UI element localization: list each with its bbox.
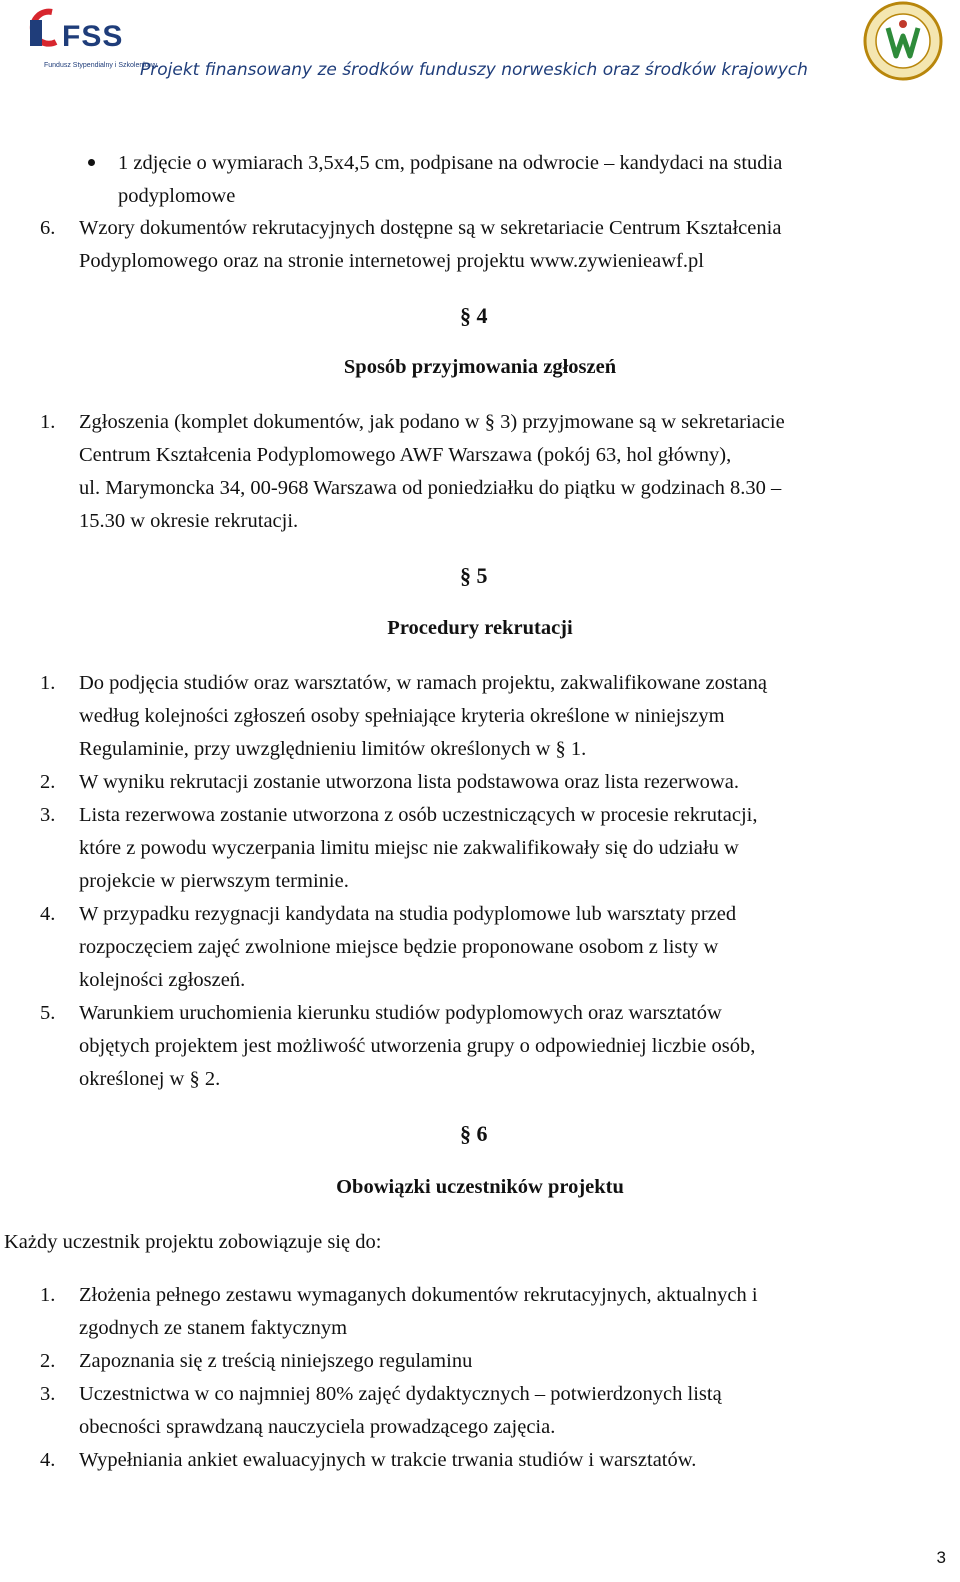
item-text-line2: Podyplomowego oraz na stronie internetowej projektu www.zywienieawf.pl: [79, 250, 704, 272]
item-text-line: zgodnych ze stanem faktycznym: [79, 1317, 348, 1339]
section-title: Obowiązki uczestników projektu: [336, 1176, 624, 1198]
section-sign-symbol: §: [460, 1121, 471, 1146]
item-text-line: Do podjęcia studiów oraz warsztatów, w ramach projektu, zakwalifikowane zostaną: [79, 672, 768, 694]
fss-logo-subtext: Fundusz Stypendialny i Szkoleniowy: [44, 62, 158, 69]
item-number: 2.: [40, 771, 56, 793]
item-text-line: W wyniku rekrutacji zostanie utworzona lista podstawowa oraz lista rezerwowa.: [79, 771, 739, 793]
item-text-line: obecności sprawdzaną nauczyciela prowadzącego zajęcia.: [79, 1416, 556, 1438]
item-text-line: objętych projektem jest możliwość utworzenia grupy o odpowiedniej liczbie osób,: [79, 1035, 756, 1057]
section-number: 5: [476, 563, 488, 588]
item-number: 4.: [40, 903, 56, 925]
page-header: [0, 0, 960, 100]
item-number: 1.: [40, 1284, 56, 1306]
page-number: 3: [936, 1548, 946, 1567]
item-number: 5.: [40, 1002, 56, 1024]
item-text-line: Centrum Kształcenia Podyplomowego AWF Warszawa (pokój 63, hol główny),: [79, 444, 732, 466]
item-text-line1: Wzory dokumentów rekrutacyjnych dostępne są w sekretariacie Centrum Kształcenia: [79, 217, 782, 239]
section-sign: [460, 1121, 488, 1147]
item-text-line: kolejności zgłoszeń.: [79, 969, 246, 991]
section-sign: [460, 563, 488, 589]
item-number: 4.: [40, 1449, 56, 1471]
bullet-text-line2: podyplomowe: [118, 185, 236, 207]
item-text-line: określonej w § 2.: [79, 1068, 221, 1090]
section-sign-symbol: §: [460, 303, 471, 328]
item-text-line: według kolejności zgłoszeń osoby spełniające kryteria określone w niniejszym: [79, 705, 725, 727]
awf-logo: [862, 0, 944, 82]
header-caption: Projekt finansowany ze środków funduszy norweskich oraz środków krajowych: [140, 60, 808, 80]
item-text-line: rozpoczęciem zajęć zwolnione miejsce będzie proponowane osobom z listy w: [79, 936, 719, 958]
section-number: 4: [476, 303, 488, 328]
item-number: 1.: [40, 411, 56, 433]
section-sign: [460, 303, 488, 329]
item-text-line: Zapoznania się z treścią niniejszego regulaminu: [79, 1350, 473, 1372]
section-title: Sposób przyjmowania zgłoszeń: [343, 356, 617, 378]
item-text-line: Lista rezerwowa zostanie utworzona z osób uczestniczących w procesie rekrutacji,: [79, 804, 758, 826]
bullet-text-line1: 1 zdjęcie o wymiarach 3,5x4,5 cm, podpisane na odwrocie – kandydaci na studia: [118, 152, 783, 174]
fss-logo: [22, 6, 158, 70]
section-number: 6: [476, 1121, 488, 1146]
item-text-line: Uczestnictwa w co najmniej 80% zajęć dydaktycznych – potwierdzonych listą: [79, 1383, 722, 1405]
item-text-line: projekcie w pierwszym terminie.: [79, 870, 349, 892]
item-number: 2.: [40, 1350, 56, 1372]
item-text-line: ul. Marymoncka 34, 00-968 Warszawa od poniedziałku do piątku w godzinach 8.30 –: [79, 477, 782, 499]
item-number: 3.: [40, 804, 56, 826]
section-lead: Każdy uczestnik projektu zobowiązuje się do:: [4, 1231, 382, 1253]
bullet-marker: [88, 159, 95, 166]
item-text-line: W przypadku rezygnacji kandydata na studia podyplomowe lub warsztaty przed: [79, 903, 737, 925]
fss-logo-text: FSS: [62, 20, 124, 53]
fss-logo-mark: [22, 6, 62, 62]
item-number: 3.: [40, 1383, 56, 1405]
item-number: 1.: [40, 672, 56, 694]
item-text-line: Zgłoszenia (komplet dokumentów, jak podano w § 3) przyjmowane są w sekretariacie: [79, 411, 785, 433]
item-text-line: Złożenia pełnego zestawu wymaganych dokumentów rekrutacyjnych, aktualnych i: [79, 1284, 758, 1306]
item-text-line: które z powodu wyczerpania limitu miejsc nie zakwalifikowały się do udziału w: [79, 837, 739, 859]
item-text-line: Wypełniania ankiet ewaluacyjnych w trakcie trwania studiów i warsztatów.: [79, 1449, 697, 1471]
section-title: Procedury rekrutacji: [387, 617, 573, 639]
item-text-line: Warunkiem uruchomienia kierunku studiów podyplomowych oraz warsztatów: [79, 1002, 722, 1024]
item-text-line: Regulaminie, przy uwzględnieniu limitów określonych w § 1.: [79, 738, 587, 760]
section-sign-symbol: §: [460, 563, 471, 588]
item-text-line: 15.30 w okresie rekrutacji.: [79, 510, 299, 532]
item-number: 6.: [40, 217, 56, 239]
